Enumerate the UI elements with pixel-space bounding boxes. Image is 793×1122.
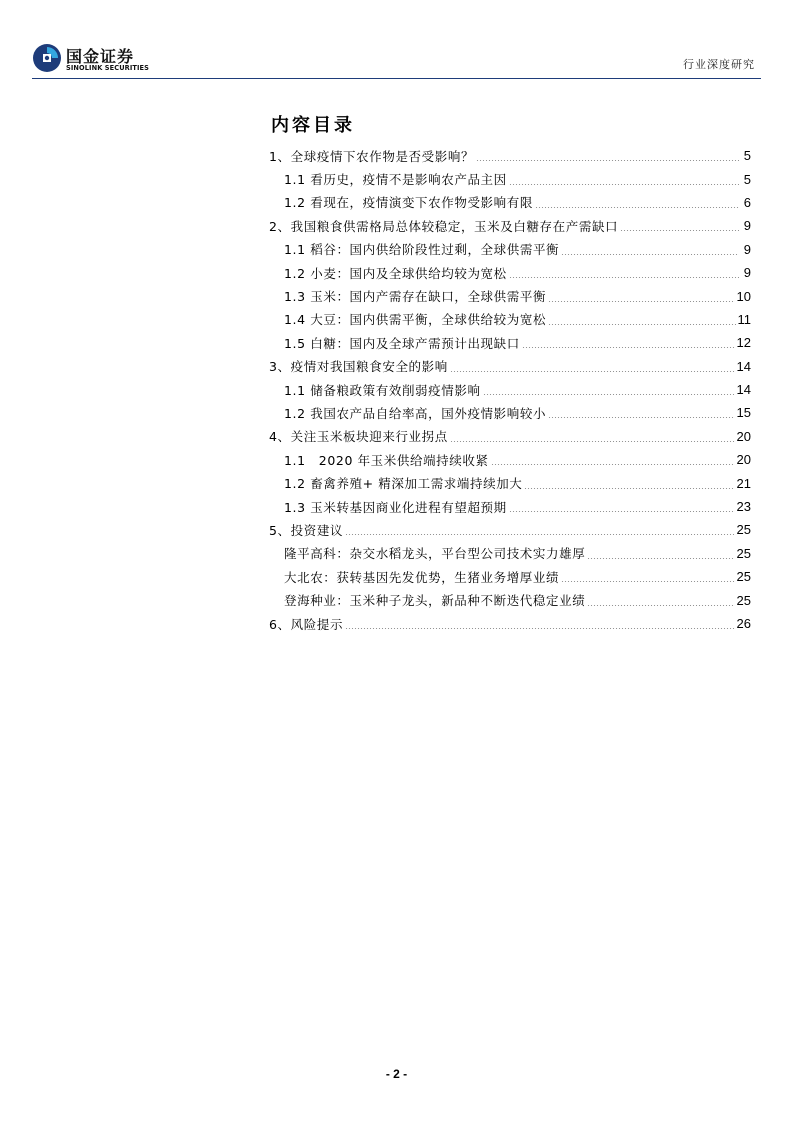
toc-entry-text: 2、我国粮食供需格局总体较稳定，玉米及白糖存在产需缺口 xyxy=(269,218,619,234)
toc-entry-text: 6、风险提示 xyxy=(269,616,344,632)
toc-entry-page: 26 xyxy=(736,616,751,631)
toc-entry[interactable] xyxy=(260,425,751,448)
toc-entry[interactable] xyxy=(260,471,751,494)
toc-entry[interactable] xyxy=(260,261,751,284)
toc-entry[interactable] xyxy=(260,495,751,518)
toc-title: 内容目录 xyxy=(271,115,355,136)
toc-dot-leader xyxy=(535,207,739,208)
toc-entry-page: 25 xyxy=(736,522,751,538)
page-number: - 2 - xyxy=(385,1067,408,1081)
company-logo xyxy=(32,43,162,77)
toc-entry-page: 10 xyxy=(736,288,751,304)
toc-entry-text: 1.3 玉米：国内产需存在缺口，全球供需平衡 xyxy=(284,289,547,305)
toc-entry-page: 20 xyxy=(736,428,751,444)
toc-entry[interactable] xyxy=(260,355,751,378)
toc-entry-text: 1.2 看现在，疫情演变下农作物受影响有限 xyxy=(284,195,533,211)
toc-dot-leader xyxy=(561,581,734,582)
logo-chinese-name: 国金证券 xyxy=(66,47,135,66)
toc-entry[interactable] xyxy=(260,238,751,261)
toc-entry-text: 1.4 大豆：国内供需平衡，全球供给较为宽松 xyxy=(284,312,547,328)
toc-entry[interactable] xyxy=(260,401,751,424)
toc-dot-leader xyxy=(548,301,734,302)
page-header xyxy=(0,0,793,80)
toc-entry-page: 25 xyxy=(736,592,751,608)
toc-dot-leader xyxy=(524,488,734,489)
toc-entry-page: 9 xyxy=(743,218,751,234)
toc-entry[interactable] xyxy=(260,565,751,588)
toc-entry-text: 1、全球疫情下农作物是否受影响？ xyxy=(269,148,475,164)
toc-entry-page: 23 xyxy=(736,499,751,515)
toc-entry-text: 1.1 看历史，疫情不是影响农产品主因 xyxy=(284,172,507,188)
toc-entry-text: 1.5 白糖：国内及全球产需预计出现缺口 xyxy=(284,335,520,351)
toc-dot-leader xyxy=(345,534,734,535)
report-type-label: 行业深度研究 xyxy=(683,58,755,71)
toc-entry[interactable] xyxy=(260,308,751,331)
toc-entry[interactable] xyxy=(260,448,751,471)
header-divider xyxy=(32,78,761,79)
toc-entry[interactable] xyxy=(260,542,751,565)
toc-entry-page: 12 xyxy=(736,335,751,351)
toc-entry-text: 大北农：获转基因先发优势，生猪业务增厚业绩 xyxy=(284,569,560,585)
toc-dot-leader xyxy=(483,394,735,395)
toc-entry-page: 5 xyxy=(743,148,751,164)
toc-entry[interactable] xyxy=(260,612,751,635)
toc-entry[interactable] xyxy=(260,284,751,307)
toc-dot-leader xyxy=(620,230,739,231)
toc-entry-page: 25 xyxy=(736,569,751,585)
toc-dot-leader xyxy=(587,558,734,559)
toc-dot-leader xyxy=(450,371,735,372)
toc-entry-page: 5 xyxy=(743,171,751,187)
toc-dot-leader xyxy=(345,628,734,629)
toc-entry-text: 5、投资建议 xyxy=(269,522,344,538)
toc-dot-leader xyxy=(548,417,734,418)
toc-entry-page: 11 xyxy=(737,311,751,327)
toc-entry-text: 3、疫情对我国粮食安全的影响 xyxy=(269,359,448,375)
toc-entry[interactable] xyxy=(260,331,751,354)
toc-entry[interactable] xyxy=(260,518,751,541)
toc-entry-text: 登海种业：玉米种子龙头，新品种不断迭代稳定业绩 xyxy=(284,593,586,609)
toc-entry[interactable] xyxy=(260,144,751,167)
toc-entry-page: 9 xyxy=(743,241,751,257)
toc-entry-page: 21 xyxy=(736,475,751,491)
toc-dot-leader xyxy=(509,511,735,512)
toc-entry-text: 1.2 畜禽养殖+ 精深加工需求端持续加大 xyxy=(284,476,523,492)
toc-dot-leader xyxy=(509,184,739,185)
toc-dot-leader xyxy=(548,324,735,325)
sinolink-logo-icon xyxy=(32,43,62,73)
toc-entry[interactable] xyxy=(260,167,751,190)
toc-entry-text: 隆平高科：杂交水稻龙头，平台型公司技术实力雄厚 xyxy=(284,546,586,562)
table-of-contents xyxy=(260,144,751,635)
toc-entry[interactable] xyxy=(260,588,751,611)
toc-entry-text: 1.3 玉米转基因商业化进程有望超预期 xyxy=(284,499,507,515)
toc-dot-leader xyxy=(522,347,735,348)
toc-entry-page: 15 xyxy=(736,405,751,421)
toc-entry-page: 9 xyxy=(743,265,751,281)
toc-entry-page: 25 xyxy=(736,545,751,561)
toc-entry-text: 4、关注玉米板块迎来行业拐点 xyxy=(269,429,448,445)
toc-entry-page: 20 xyxy=(736,452,751,468)
toc-dot-leader xyxy=(509,277,739,278)
toc-dot-leader xyxy=(491,464,735,465)
toc-entry-page: 14 xyxy=(736,382,751,398)
toc-entry[interactable] xyxy=(260,378,751,401)
toc-entry[interactable] xyxy=(260,191,751,214)
toc-entry-page: 14 xyxy=(736,358,751,374)
toc-entry[interactable] xyxy=(260,214,751,237)
logo-english-name: SINOLINK SECURITIES xyxy=(66,64,149,72)
toc-dot-leader xyxy=(450,441,735,442)
toc-dot-leader xyxy=(476,160,739,161)
toc-entry-text: 1.2 我国农产品自给率高，国外疫情影响较小 xyxy=(284,405,547,421)
toc-entry-text: 1.1 稻谷：国内供给阶段性过剩，全球供需平衡 xyxy=(284,242,560,258)
toc-dot-leader xyxy=(561,254,739,255)
toc-entry-text: 1.1 2020 年玉米供给端持续收紧 xyxy=(284,452,489,468)
toc-entry-text: 1.1 储备粮政策有效削弱疫情影响 xyxy=(284,382,481,398)
toc-entry-text: 1.2 小麦：国内及全球供给均较为宽松 xyxy=(284,265,507,281)
toc-dot-leader xyxy=(587,605,734,606)
toc-entry-page: 6 xyxy=(743,194,751,210)
